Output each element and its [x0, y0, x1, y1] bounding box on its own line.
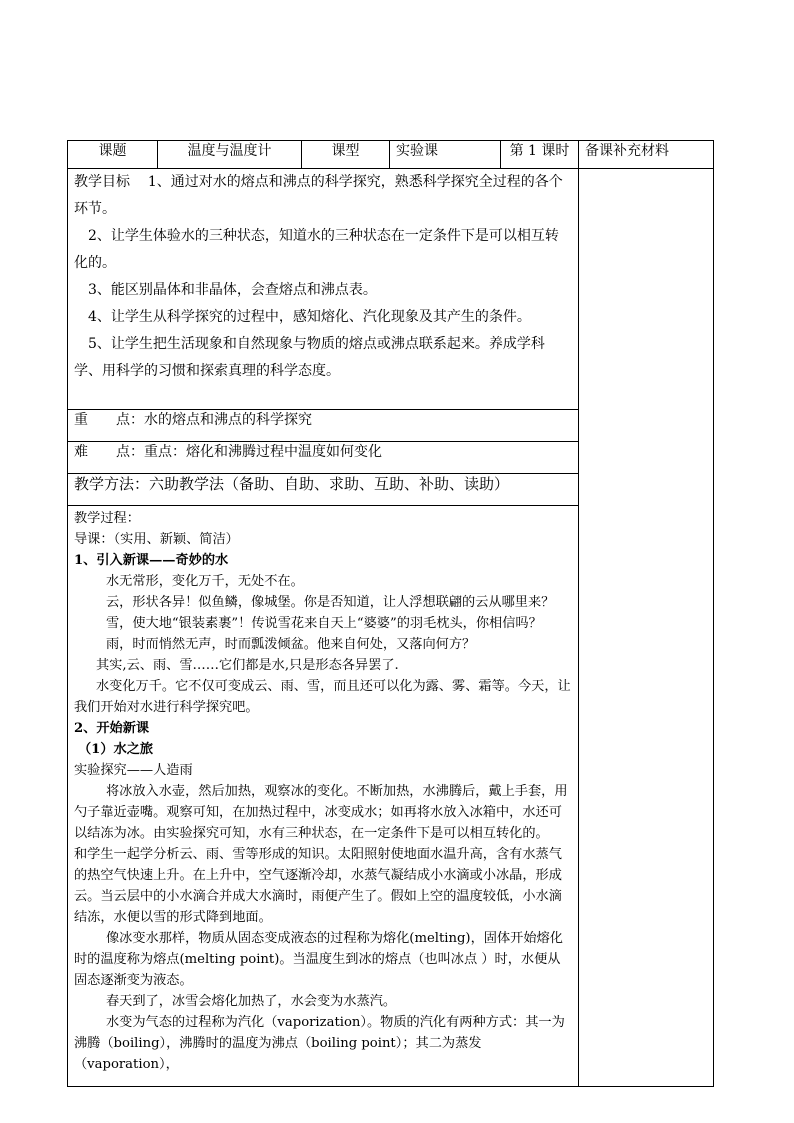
topic-label: 课题	[68, 141, 158, 169]
type-label: 课型	[302, 141, 390, 169]
type-value: 实验课	[390, 141, 501, 169]
section-2-heading: 2、开始新课	[74, 721, 150, 736]
header-row	[68, 141, 714, 169]
difficulty: 难 点：重点：熔化和沸腾过程中温度如何变化	[68, 442, 579, 474]
goal-item-4: 4、让学生从科学探究的过程中，感知熔化、汽化现象及其产生的条件。	[88, 309, 531, 325]
paragraph-10: 春天到了，冰雪会熔化加热了，水会变为水蒸汽。	[106, 994, 397, 1009]
goal-item-2: 2、让学生体验水的三种状态，知道水的三种状态在一定条件下是可以相互转化的。	[74, 228, 559, 271]
experiment-title: 实验探究——人造雨	[74, 763, 193, 778]
section-1-heading: 1、引入新课——奇妙的水	[74, 553, 229, 568]
paragraph-6: 水变化万千。它不仅可变成云、雨、雪，而且还可以化为露、雾、霜等。今天，让我们开始对水进行科学探究吧。	[74, 679, 571, 715]
goal-item-5: 5、让学生把生活现象和自然现象与物质的熔点或沸点联系起来。养成学科学、用科学的习惯和探索真理的科学态度。	[74, 336, 545, 379]
lesson-plan-table	[67, 140, 714, 1087]
process-label: 教学过程：	[74, 511, 140, 526]
paragraph-7: 将冰放入水壶，然后加热，观察冰的变化。不断加热，水沸腾后，戴上手套，用勺子靠近壶嘴。观察可知，在加热过程中，冰变成水；如再将水放入冰箱中，水还可以结冻为冰。由实验探究可知，水有三种状态，在一定条件下是可以相互转化的。	[74, 784, 568, 841]
supplement-header: 备课补充材料	[579, 141, 714, 169]
paragraph-5: 其实,云、雨、雪……它们都是水,只是形态各异罢了.	[96, 658, 399, 673]
topic-value: 温度与温度计	[158, 141, 302, 169]
paragraph-2: 云，形状各异！似鱼鳞，像城堡。你是否知道，让人浮想联翩的云从哪里来？	[106, 595, 555, 610]
paragraph-11: 水变为气态的过程称为汽化（vaporization）。物质的汽化有两种方式：其一为沸腾（boiling），沸腾时的温度为沸点（boiling point）；其二为蒸发（vaporation），	[74, 1015, 565, 1072]
goals-label: 教学目标	[74, 174, 130, 190]
paragraph-1: 水无常形，变化万千，无处不在。	[106, 574, 304, 589]
key-point: 重 点：水的熔点和沸点的科学探究	[68, 410, 579, 442]
paragraph-4: 雨，时而悄然无声，时而瓢泼倾盆。他来自何处，又落向何方？	[106, 637, 476, 652]
teaching-goals-cell	[68, 169, 579, 410]
goals-row	[68, 169, 714, 410]
teaching-method: 教学方法：六助教学法（备助、自助、求助、互助、补助、读助）	[68, 474, 579, 506]
goal-item-3: 3、能区别晶体和非晶体，会查熔点和沸点表。	[88, 282, 377, 298]
intro-line: 导课：（实用、新颖、简洁）	[74, 532, 239, 547]
paragraph-9: 像冰变水那样，物质从固态变成液态的过程称为熔化(melting)，固体开始熔化时的温度称为熔点(melting point)。当温度生到冰的熔点（也叫冰点 ）时，水便从固态逐渐变为液态。	[74, 931, 563, 988]
paragraph-8: 和学生一起学分析云、雨、雪等形成的知识。太阳照射使地面水温升高，含有水蒸气的热空气快速上升。在上升中，空气逐渐冷却，水蒸气凝结成小水滴或小冰晶，形成云。当云层中的小水滴合并成大水滴时，雨便产生了。假如上空的温度较低，小水滴结冻，水便以雪的形式降到地面。	[74, 847, 562, 925]
period: 第 1 课时	[501, 141, 579, 169]
supplement-column	[579, 169, 714, 1087]
goal-item-1: 1、通过对水的熔点和沸点的科学探究，熟悉科学探究全过程的各个环节。	[74, 174, 563, 217]
paragraph-3: 雪，使大地“银装素裹”！传说雪花来自天上“婆婆”的羽毛枕头，你相信吗？	[106, 616, 542, 631]
subsection-1-heading: （1）水之旅	[78, 742, 154, 757]
teaching-process-cell	[68, 506, 579, 1087]
